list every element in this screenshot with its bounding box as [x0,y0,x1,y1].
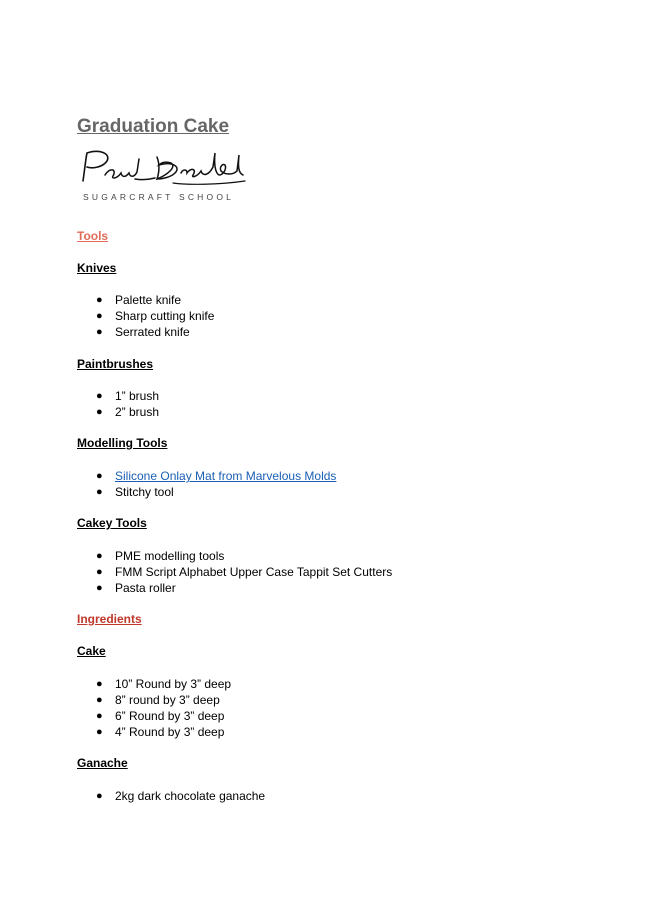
bullet-icon: ● [96,470,103,482]
ingredients-heading: Ingredients [77,612,142,626]
list-item [96,548,392,564]
list-item-text: FMM Script Alphabet Upper Case Tappit Set Cutters [115,565,393,579]
list-item [96,468,336,484]
list-item [96,484,336,500]
bullet-icon: ● [96,326,103,338]
list-item [96,388,159,404]
bullet-icon: ● [96,678,103,690]
list-item-text: 10” Round by 3” deep [115,677,232,691]
list-item [96,292,214,308]
cake-heading: Cake [77,644,106,658]
list-item-text: Serrated knife [115,325,190,339]
ganache-list [96,788,265,804]
list-item-text: Palette knife [115,293,182,307]
bullet-icon: ● [96,406,103,418]
ganache-heading: Ganache [77,756,128,770]
list-item [96,564,392,580]
bullet-icon: ● [96,566,103,578]
list-item [96,692,231,708]
list-item [96,788,265,804]
signature-logo-graphic [77,145,247,207]
list-item-text: 1” brush [115,389,160,403]
list-item [96,724,231,740]
logo-subtitle: SUGARCRAFT SCHOOL [83,192,235,202]
list-item [96,676,231,692]
cake-list [96,676,231,740]
paintbrushes-list [96,388,159,420]
bullet-icon: ● [96,294,103,306]
list-item-text: 8” round by 3” deep [115,693,220,707]
bullet-icon: ● [96,550,103,562]
list-item-text: 2” brush [115,405,160,419]
modelling-tools-list [96,468,336,500]
cakey-tools-list [96,548,392,596]
list-item-text: Stitchy tool [115,485,174,499]
paul-bradford-logo [77,145,247,207]
list-item [96,404,159,420]
list-item [96,708,231,724]
cakey-tools-heading: Cakey Tools [77,516,147,530]
paintbrushes-heading: Paintbrushes [77,357,154,371]
knives-list [96,292,214,340]
bullet-icon: ● [96,486,103,498]
list-item-text: 4” Round by 3” deep [115,725,225,739]
modelling-tools-heading: Modelling Tools [77,436,168,450]
list-item-text: Pasta roller [115,581,176,595]
list-item-text: 6” Round by 3” deep [115,709,225,723]
list-item-text: 2kg dark chocolate ganache [115,789,266,803]
silicone-onlay-mat-link[interactable]: Silicone Onlay Mat from Marvelous Molds [115,469,337,483]
bullet-icon: ● [96,582,103,594]
bullet-icon: ● [96,710,103,722]
list-item [96,308,214,324]
bullet-icon: ● [96,726,103,738]
bullet-icon: ● [96,390,103,402]
list-item-text: Sharp cutting knife [115,309,215,323]
list-item [96,580,392,596]
list-item-text: PME modelling tools [115,549,225,563]
page-title: Graduation Cake [77,116,230,137]
bullet-icon: ● [96,310,103,322]
bullet-icon: ● [96,694,103,706]
list-item [96,324,214,340]
knives-heading: Knives [77,261,117,275]
bullet-icon: ● [96,790,103,802]
tools-heading: Tools [77,229,109,243]
